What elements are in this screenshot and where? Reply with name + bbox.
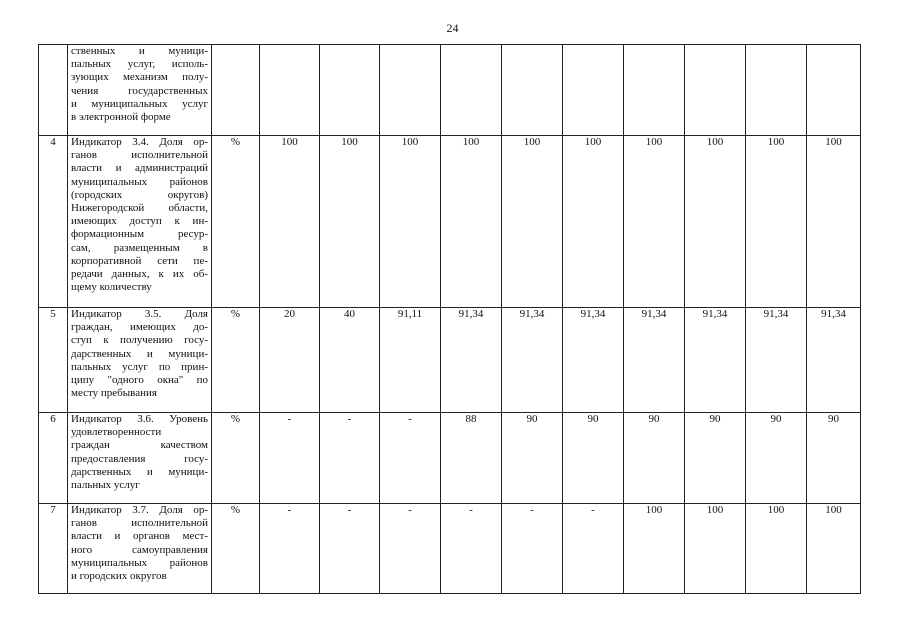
- value-cell: 91,34: [441, 308, 502, 413]
- table-row: [39, 504, 861, 594]
- indicator-name: [68, 413, 212, 504]
- indicator-name-line: Нижегородской области,: [71, 202, 208, 215]
- value-cell: 100: [380, 136, 441, 308]
- indicator-name-line: власти и органов мест-: [71, 530, 208, 543]
- value-cell: 91,34: [685, 308, 746, 413]
- value-cell: 100: [441, 136, 502, 308]
- indicator-name-line: щему количеству: [71, 281, 152, 294]
- indicator-name-line: дарственных и муници-: [71, 465, 208, 478]
- value-cell: [320, 45, 380, 136]
- value-cell: 90: [807, 413, 861, 504]
- table-body: [39, 45, 861, 594]
- value-cell: 100: [746, 504, 807, 594]
- value-cell: -: [563, 504, 624, 594]
- indicator-name-line: (городских округов): [71, 188, 208, 201]
- value-cell: 91,34: [746, 308, 807, 413]
- value-cell: 100: [807, 136, 861, 308]
- indicator-name-line: сам, размещенным в: [71, 241, 208, 254]
- value-cell: [807, 45, 861, 136]
- indicator-name: [68, 308, 212, 413]
- value-cell: 20: [260, 308, 320, 413]
- value-cell: 100: [320, 136, 380, 308]
- indicator-name-line: редачи данных, к их об-: [71, 268, 208, 281]
- indicator-name-line: чения государственных: [71, 84, 208, 97]
- value-cell: 91,11: [380, 308, 441, 413]
- value-cell: 91,34: [807, 308, 861, 413]
- row-number: 4: [39, 136, 68, 308]
- table-row: [39, 45, 861, 136]
- value-cell: 100: [746, 136, 807, 308]
- value-cell: [746, 45, 807, 136]
- indicator-name-line: ступ к получению госу-: [71, 334, 208, 347]
- value-cell: 91,34: [624, 308, 685, 413]
- row-number: [39, 45, 68, 136]
- table-row: [39, 413, 861, 504]
- value-cell: 91,34: [563, 308, 624, 413]
- indicator-name-line: Индикатор 3.4. Доля ор-: [71, 136, 208, 148]
- indicator-name-line: дарственных и муници-: [71, 347, 208, 360]
- value-cell: 100: [624, 136, 685, 308]
- indicator-name-line: муниципальных районов: [71, 556, 208, 569]
- indicator-name: [68, 136, 212, 308]
- value-cell: [624, 45, 685, 136]
- indicator-name-line: ганов исполнительной: [71, 517, 208, 530]
- indicator-name: [68, 504, 212, 594]
- indicator-name-line: удовлетворенности: [71, 426, 162, 439]
- value-cell: 100: [807, 504, 861, 594]
- value-cell: [685, 45, 746, 136]
- indicator-name-line: формационным ресур-: [71, 228, 208, 241]
- indicator-name-line: в электронной форме: [71, 111, 171, 124]
- value-cell: [502, 45, 563, 136]
- value-cell: 90: [502, 413, 563, 504]
- indicator-name-line: Индикатор 3.6. Уровень: [71, 413, 208, 425]
- unit-cell: %: [212, 504, 260, 594]
- indicator-name-line: ганов исполнительной: [71, 149, 208, 162]
- value-cell: -: [320, 504, 380, 594]
- indicator-name-line: пальных услуг по прин-: [71, 360, 208, 373]
- indicator-name-line: корпоративной сети пе-: [71, 254, 208, 267]
- value-cell: [260, 45, 320, 136]
- row-number: 7: [39, 504, 68, 594]
- value-cell: 100: [563, 136, 624, 308]
- indicator-table: [38, 44, 861, 594]
- value-cell: 90: [624, 413, 685, 504]
- indicator-name-line: ного самоуправления: [71, 543, 208, 556]
- value-cell: 100: [624, 504, 685, 594]
- value-cell: 40: [320, 308, 380, 413]
- value-cell: 91,34: [502, 308, 563, 413]
- table-row: [39, 136, 861, 308]
- row-number: 6: [39, 413, 68, 504]
- value-cell: 88: [441, 413, 502, 504]
- value-cell: [441, 45, 502, 136]
- indicator-name-line: граждан качеством: [71, 439, 208, 452]
- value-cell: 90: [746, 413, 807, 504]
- value-cell: -: [502, 504, 563, 594]
- indicator-name-line: зующих механизм полу-: [71, 71, 208, 84]
- value-cell: [563, 45, 624, 136]
- indicator-name-line: муниципальных районов: [71, 175, 208, 188]
- value-cell: 90: [563, 413, 624, 504]
- page-number: 24: [446, 21, 459, 35]
- value-cell: 100: [685, 136, 746, 308]
- indicator-name-line: Индикатор 3.5. Доля: [71, 308, 208, 320]
- indicator-name-line: и муниципальных услуг: [71, 97, 208, 110]
- value-cell: 100: [260, 136, 320, 308]
- indicator-name-line: власти и администраций: [71, 162, 208, 175]
- value-cell: 100: [502, 136, 563, 308]
- value-cell: -: [380, 504, 441, 594]
- value-cell: [380, 45, 441, 136]
- indicator-name-line: Индикатор 3.7. Доля ор-: [71, 504, 208, 516]
- indicator-name: [68, 45, 212, 136]
- value-cell: -: [260, 504, 320, 594]
- value-cell: -: [380, 413, 441, 504]
- indicator-name-line: и городских округов: [71, 570, 167, 583]
- row-number: 5: [39, 308, 68, 413]
- value-cell: 100: [685, 504, 746, 594]
- value-cell: -: [260, 413, 320, 504]
- value-cell: -: [441, 504, 502, 594]
- indicator-name-line: граждан, имеющих до-: [71, 321, 208, 334]
- indicator-name-line: месту пребывания: [71, 387, 157, 400]
- value-cell: 90: [685, 413, 746, 504]
- indicator-name-line: предоставления госу-: [71, 452, 208, 465]
- indicator-name-line: имеющих доступ к ин-: [71, 215, 208, 228]
- value-cell: -: [320, 413, 380, 504]
- indicator-name-line: ципу "одного окна" по: [71, 374, 208, 387]
- unit-cell: [212, 45, 260, 136]
- table-row: [39, 308, 861, 413]
- unit-cell: %: [212, 413, 260, 504]
- unit-cell: %: [212, 136, 260, 308]
- indicator-name-line: пальных услуг: [71, 479, 140, 492]
- indicator-name-line: пальных услуг, исполь-: [71, 58, 208, 71]
- unit-cell: %: [212, 308, 260, 413]
- indicator-name-line: ственных и муници-: [71, 45, 208, 57]
